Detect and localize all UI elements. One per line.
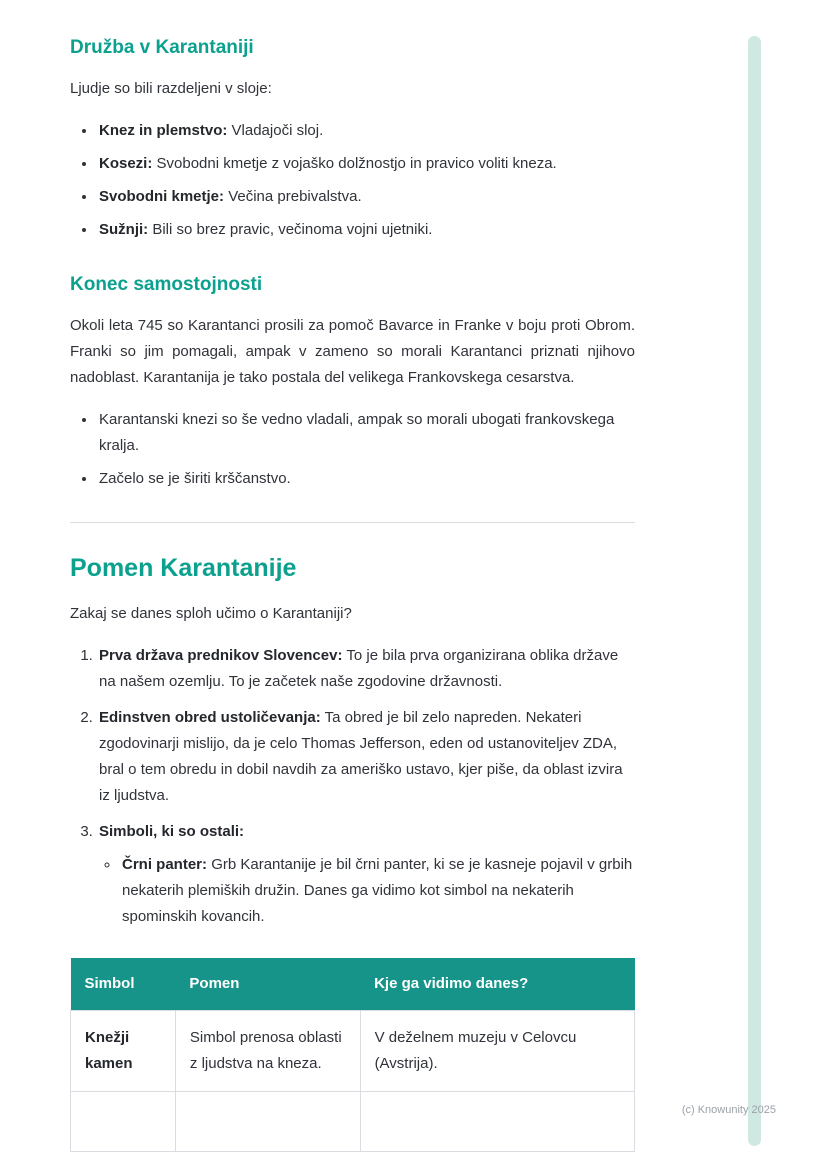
item-text: Bili so brez pravic, večinoma vojni ujetniki.: [152, 221, 433, 238]
numbered-item: [97, 819, 635, 930]
section-title-konec: Konec samostojnosti: [70, 274, 263, 295]
item-text: Karantanski knezi so še vedno vladali, ampak so morali ubogati frankovskega kralja.: [99, 411, 615, 454]
list-item: [97, 466, 635, 492]
list-item: [97, 151, 635, 177]
numbered-item: [97, 643, 635, 695]
table-header-cell: Simbol: [71, 958, 176, 1011]
item-text: Večina prebivalstva.: [228, 188, 362, 205]
symbols-table: [70, 958, 635, 1152]
section-title-pomen: Pomen Karantanije: [70, 554, 297, 582]
cell-simbol: Knežji kamen: [71, 1011, 176, 1092]
table-row: [71, 1092, 635, 1152]
paragraph-konec: Okoli leta 745 so Karantanci prosili za pomoč Bavarce in Franke v boju proti Obrom. Franki so jim pomagali, ampak v zameno so morali Karantanci priznati njihovo nadoblast. Karantanija je tako postala del velikega Frankovskega cesarstva.: [70, 317, 635, 386]
cell-pomen: [175, 1092, 360, 1152]
cell-pomen: Simbol prenosa oblasti z ljudstva na kneza.: [175, 1011, 360, 1092]
item-label: Edinstven obred ustoličevanja:: [99, 709, 321, 726]
table-header-cell: Pomen: [175, 958, 360, 1011]
decorative-margin-strip: [748, 36, 761, 1146]
list-item: [97, 217, 635, 243]
numbered-item: [97, 705, 635, 809]
item-label: Prva država prednikov Slovencev:: [99, 647, 343, 664]
item-label: Simboli, ki so ostali:: [99, 823, 245, 840]
cell-kje: V deželnem muzeju v Celovcu (Avstrija).: [360, 1011, 634, 1092]
cell-kje: [360, 1092, 634, 1152]
table-header-cell: Kje ga vidimo danes?: [360, 958, 634, 1011]
item-text: Začelo se je širiti krščanstvo.: [99, 470, 291, 487]
list-druzba: [70, 118, 635, 243]
item-text: Vladajoči sloj.: [231, 122, 324, 139]
document-content: [70, 36, 635, 1152]
section-divider: [70, 522, 635, 523]
section-title-druzba: Družba v Karantaniji: [70, 37, 254, 58]
table-header-row: [71, 958, 635, 1011]
watermark: (c) Knowunity 2025: [681, 1104, 776, 1116]
numbered-list-pomen: [70, 643, 635, 930]
list-item: [97, 184, 635, 210]
item-label: Svobodni kmetje:: [99, 188, 225, 205]
item-text: To je bila prva organizirana oblika države na našem ozemlju. To je začetek naše zgodovine državnosti.: [99, 647, 619, 690]
item-label: Knez in plemstvo:: [99, 122, 228, 139]
paragraph-pomen-intro: Zakaj se danes sploh učimo o Karantaniji?: [70, 605, 352, 622]
list-item: [97, 118, 635, 144]
item-text: Svobodni kmetje z vojaško dolžnostjo in pravico voliti kneza.: [156, 155, 557, 172]
list-item: [97, 407, 635, 459]
item-label: Črni panter:: [122, 856, 208, 873]
list-konec: [70, 407, 635, 492]
list-item: [120, 852, 635, 930]
nested-list-simboli: [99, 852, 635, 930]
paragraph-druzba-intro: Ljudje so bili razdeljeni v sloje:: [70, 80, 272, 97]
table-row: [71, 1011, 635, 1092]
cell-simbol: [71, 1092, 176, 1152]
item-text: Grb Karantanije je bil črni panter, ki se je kasneje pojavil v grbih nekaterih plemiških družin. Danes ga vidimo kot simbol na nekaterih spominskih kovancih.: [122, 856, 633, 925]
item-text: Ta obred je bil zelo napreden. Nekateri zgodovinarji mislijo, da je celo Thomas Jefferson, eden od ustanoviteljev ZDA, bral o tem obredu in dobil navdih za ameriško ustavo, kjer piše, da oblast izvira iz ljudstva.: [99, 709, 623, 804]
item-label: Sužnji:: [99, 221, 149, 238]
item-label: Kosezi:: [99, 155, 153, 172]
